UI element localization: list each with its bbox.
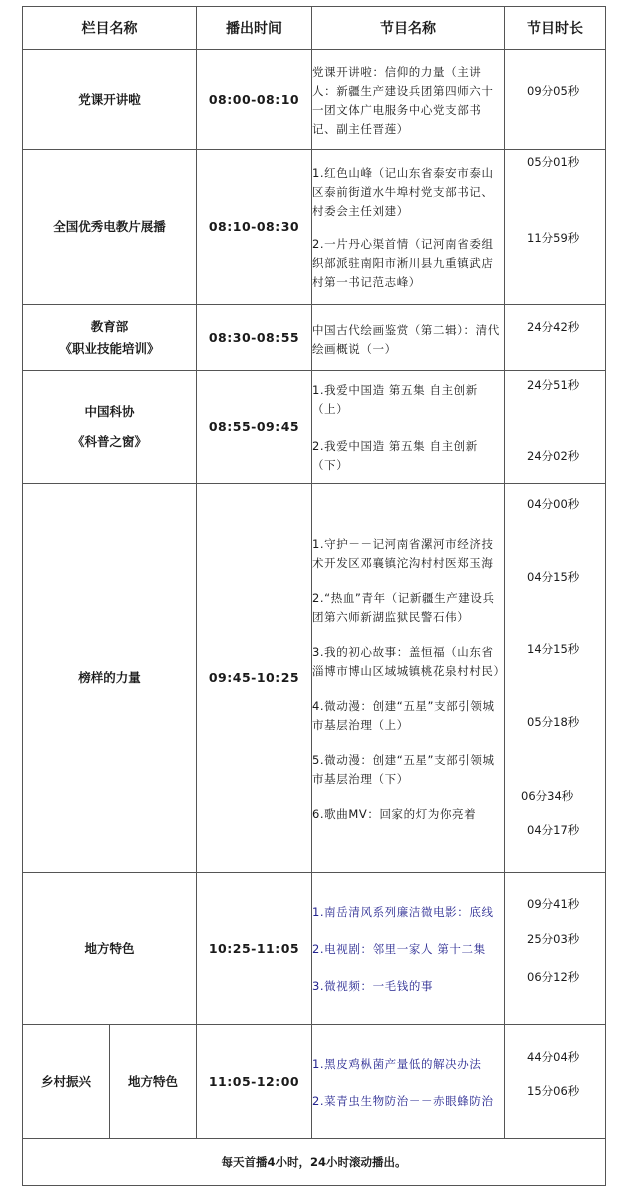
column-name-line2: 《科普之窗》 <box>71 434 147 449</box>
program-item: 党课开讲啦：信仰的力量（主讲人：新疆生产建设兵团第四师六十一团文体广电服务中心党支部书记、副主任晋莲） <box>312 64 494 136</box>
header-column-name: 栏目名称 <box>23 7 197 50</box>
column-name-primary: 乡村振兴 <box>23 1025 110 1139</box>
program-item: 1.红色山峰（记山东省泰安市泰山区泰前街道水牛埠村党支部书记、村委会主任刘建） <box>312 166 494 218</box>
column-name: 党课开讲啦 <box>23 50 197 150</box>
air-time: 08:00-08:10 <box>197 50 312 150</box>
program-item: 4.微动漫：创建“五星”支部引领城市基层治理（上） <box>312 698 495 732</box>
program-item: 2.菜青虫生物防治－－赤眼蜂防治 <box>312 1093 494 1108</box>
air-time: 08:30-08:55 <box>197 305 312 371</box>
duration: 06分12秒 <box>527 970 580 984</box>
duration: 05分18秒 <box>527 715 580 729</box>
duration: 04分17秒 <box>527 823 580 837</box>
air-time: 08:10-08:30 <box>197 150 312 305</box>
program-item: 5.微动漫：创建“五星”支部引领城市基层治理（下） <box>312 752 495 786</box>
duration: 24分51秒 <box>527 378 580 392</box>
duration: 14分15秒 <box>527 642 580 656</box>
table-row <box>23 371 606 484</box>
duration: 05分01秒 <box>527 155 580 169</box>
program-names <box>312 50 505 150</box>
program-item: 1.南岳清风系列廉洁微电影：底线 <box>312 905 494 919</box>
column-name-line1: 教育部 <box>90 318 129 334</box>
duration: 25分03秒 <box>527 932 580 946</box>
footer-row <box>23 1139 606 1186</box>
table-row <box>23 50 606 150</box>
table-row <box>23 150 606 305</box>
program-names <box>312 873 505 1025</box>
table-row <box>23 484 606 873</box>
air-time: 08:55-09:45 <box>197 371 312 484</box>
duration: 04分00秒 <box>527 497 580 511</box>
program-item: 2.我爱中国造 第五集 自主创新（下） <box>312 439 478 472</box>
program-names <box>312 150 505 305</box>
durations <box>505 1025 606 1139</box>
header-program-name: 节目名称 <box>312 7 505 50</box>
duration: 24分42秒 <box>527 320 580 334</box>
footer-note: 每天首播4小时，24小时滚动播出。 <box>23 1139 606 1186</box>
table-row <box>23 873 606 1025</box>
column-name-line2: 《职业技能培训》 <box>59 340 160 356</box>
column-name: 榜样的力量 <box>23 484 197 873</box>
durations <box>505 484 606 873</box>
durations <box>505 371 606 484</box>
table-row <box>23 1025 606 1139</box>
program-names <box>312 484 505 873</box>
program-names <box>312 371 505 484</box>
durations <box>505 305 606 371</box>
table-row <box>23 305 606 371</box>
durations <box>505 873 606 1025</box>
program-item: 3.我的初心故事：盖恒福（山东省淄博市博山区域城镇桃花泉村村民） <box>312 644 506 678</box>
program-item: 6.歌曲MV：回家的灯为你亮着 <box>312 806 477 821</box>
column-name-line1: 中国科协 <box>84 404 135 419</box>
program-names <box>312 305 505 371</box>
program-item: 2.电视剧：邻里一家人 第十二集 <box>312 942 486 956</box>
column-name: 全国优秀电教片展播 <box>23 150 197 305</box>
duration: 44分04秒 <box>527 1050 580 1064</box>
column-name: 地方特色 <box>23 873 197 1025</box>
duration: 04分15秒 <box>527 570 580 584</box>
duration: 06分34秒 <box>521 789 574 803</box>
program-item: 2.“热血”青年（记新疆生产建设兵团第六师新湖监狱民警石伟） <box>312 590 495 624</box>
column-name-secondary: 地方特色 <box>110 1025 197 1139</box>
header-row <box>23 7 606 50</box>
duration: 09分05秒 <box>527 84 580 98</box>
program-item: 1.我爱中国造 第五集 自主创新（上） <box>312 383 478 416</box>
duration: 09分41秒 <box>527 897 580 911</box>
header-air-time: 播出时间 <box>197 7 312 50</box>
duration: 15分06秒 <box>527 1084 580 1098</box>
program-item: 2.一片丹心渠首情（记河南省委组织部派驻南阳市淅川县九重镇武店村第一书记范志峰） <box>312 237 494 289</box>
schedule-table <box>22 6 606 1186</box>
program-names <box>312 1025 505 1139</box>
air-time: 10:25-11:05 <box>197 873 312 1025</box>
durations <box>505 150 606 305</box>
duration: 11分59秒 <box>527 231 580 245</box>
column-name <box>23 371 197 484</box>
program-item: 中国古代绘画鉴赏（第二辑）：清代绘画概说（一） <box>312 322 500 356</box>
durations <box>505 50 606 150</box>
header-duration: 节目时长 <box>505 7 606 50</box>
program-item: 1.黑皮鸡枞菌产量低的解决办法 <box>312 1056 482 1071</box>
duration: 24分02秒 <box>527 449 580 463</box>
column-name <box>23 305 197 371</box>
air-time: 11:05-12:00 <box>197 1025 312 1139</box>
program-item: 3.微视频：一毛钱的事 <box>312 979 434 993</box>
air-time: 09:45-10:25 <box>197 484 312 873</box>
program-item: 1.守护－－记河南省漯河市经济技术开发区邓襄镇沱沟村村医郑玉海 <box>312 536 494 570</box>
